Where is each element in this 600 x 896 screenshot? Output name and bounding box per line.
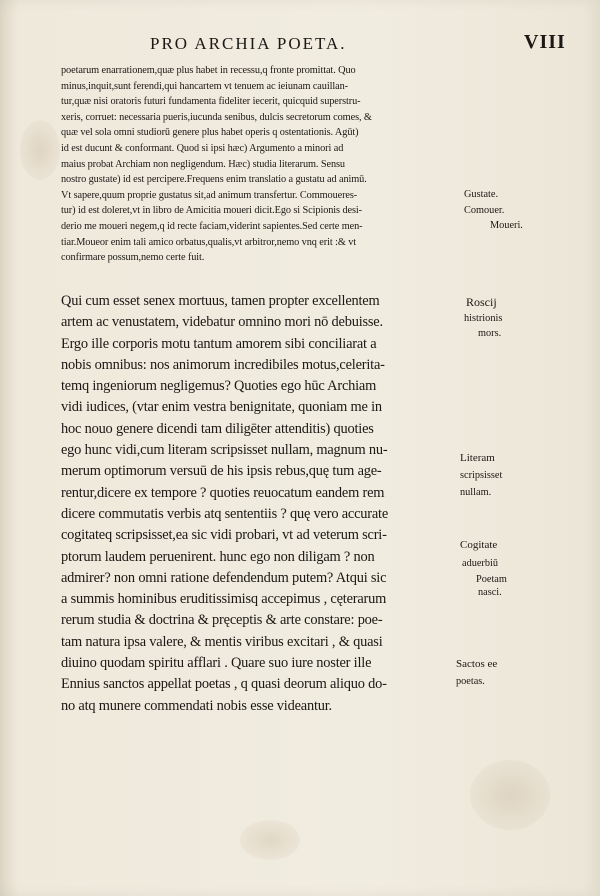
margin-note-roscii: Roscij xyxy=(466,295,497,309)
commentary-line: tur,quæ nisi oratoris futuri fundamenta fideliter iecerit, quicquid superstru- xyxy=(61,96,361,108)
folio-number: VIII xyxy=(524,31,566,53)
main-text-line: hoc nouo genere dicendi tam diligēter attenditis) quoties xyxy=(61,420,374,437)
margin-note-poetas: poetas. xyxy=(456,676,485,687)
commentary-line: maius probat Archiam non negligendum. Hæc) studia literarum. Sensu xyxy=(61,158,345,170)
main-text-line: nobis omnibus: nos animorum incredibiles motus,celerita- xyxy=(61,356,385,373)
margin-note-nullam: nullam. xyxy=(460,487,492,498)
commentary-line: derio me moueri negem,q id recte faciam,viderint sapientes.Sed certe men- xyxy=(61,220,363,232)
main-text-line: temq ingeniorum negligemus? Quoties ego hūc Archiam xyxy=(61,378,377,395)
paper-stain xyxy=(20,120,60,180)
main-text-line: cogitateq scripsisset,ea sic vidi probari, vt ad veterum scri- xyxy=(61,527,387,544)
running-header: PRO ARCHIA POETA. xyxy=(150,34,347,53)
commentary-line: minus,inquit,sunt ferendi,qui hancartem vt tenuem ac ieiunam cauillan- xyxy=(61,80,348,92)
margin-note-aduerbium: aduerbiū xyxy=(462,558,499,569)
commentary-line: tur) id est doleret,vt in libro de Amicitia moueri dicit.Ego si Scipionis desi- xyxy=(61,205,362,217)
main-text-line: Ennius sanctos appellat poetas , q quasi deorum aliquo do- xyxy=(61,676,387,693)
main-text-line: diuino quodam spiritu afflari . Quare suo iure noster ille xyxy=(61,655,372,672)
main-text-line: ego hunc vidi,cum literam scripsisset nullam, magnum nu- xyxy=(61,442,388,459)
margin-note-commoueretur: Comouer. xyxy=(464,205,505,216)
main-text-line: admirer? non omni ratione defendendum putem? Atqui sic xyxy=(61,569,387,586)
commentary-line: quæ vel sola omni studiorū genere plus habet operis q ostentationis. Agūt) xyxy=(61,127,359,139)
margin-note-moueri: Moueri. xyxy=(490,220,523,231)
margin-note-gustate: Gustate. xyxy=(464,189,499,200)
main-text-block xyxy=(61,291,459,717)
commentary-line: confirmare possum,nemo certe fuit. xyxy=(61,252,205,264)
main-text-line: merum optimorum versuū de his ipsis rebus,quę tum age- xyxy=(61,463,382,480)
margin-note-nasci: nasci. xyxy=(478,587,502,598)
paper-stain xyxy=(240,820,300,860)
main-text-line: no atq munere commendati nobis esse videantur. xyxy=(61,697,332,714)
commentary-line: Vt sapere,quum proprie gustatus sit,ad animum transfertur. Commoueres- xyxy=(61,189,358,201)
margin-note-mors: mors. xyxy=(478,328,502,339)
main-text-line: tam natura ipsa valere, & mentis viribus excitari , & quasi xyxy=(61,633,383,650)
commentary-line: xeris, corruet: necessaria pueris,iucunda senibus, dulcis secretorum comes, & xyxy=(61,111,372,123)
margin-note-poetam: Poetam xyxy=(476,574,507,585)
paper-stain xyxy=(470,760,550,830)
main-text-line: artem ac venustatem, videbatur omnino mori nō debuisse. xyxy=(61,314,383,331)
main-text-line: rentur,dicere ex tempore ? quoties reuocatum eandem rem xyxy=(61,484,385,501)
commentary-line: id est ducunt & conformant. Quod si ipsi hæc) Argumento a minori ad xyxy=(61,142,344,154)
margin-note-literam: Literam xyxy=(460,452,495,464)
margin-note-histrionis: histrionis xyxy=(464,313,503,324)
margin-note-sanctos: Sactos ee xyxy=(456,658,498,670)
main-text-line: a summis hominibus eruditissimisq accepimus , cęterarum xyxy=(61,591,387,608)
main-text-line: rerum studia & doctrina & pręceptis & arte constare: poe- xyxy=(61,612,383,629)
commentary-line: nostro gustate) id est percipere.Frequens enim translatio a gustatu ad animū. xyxy=(61,174,367,186)
commentary-block xyxy=(61,63,461,266)
margin-note-scripsisset: scripsisset xyxy=(460,470,503,481)
main-text-line: Ergo ille corporis motu tantum amorem sibi conciliarat a xyxy=(61,335,377,352)
main-text-line: Qui cum esset senex mortuus, tamen propter excellentem xyxy=(61,293,380,309)
main-text-line: vidi iudices, (vtar enim vestra benignitate, quoniam me in xyxy=(61,399,382,416)
margin-note-cogitate: Cogitate xyxy=(460,539,498,551)
main-text-line: dicere commutatis verbis atq sententiis ? quę vero accurate xyxy=(61,505,389,522)
main-text-line: ptorum laudem peruenirent. hunc ego non diligam ? non xyxy=(61,548,375,565)
commentary-line: poetarum enarrationem,quæ plus habet in recessu,q fronte promittat. Quo xyxy=(61,65,356,76)
commentary-line: tiar.Moueor enim tali amico orbatus,qualis,vt arbitror,nemo vnq erit :& vt xyxy=(61,236,357,248)
